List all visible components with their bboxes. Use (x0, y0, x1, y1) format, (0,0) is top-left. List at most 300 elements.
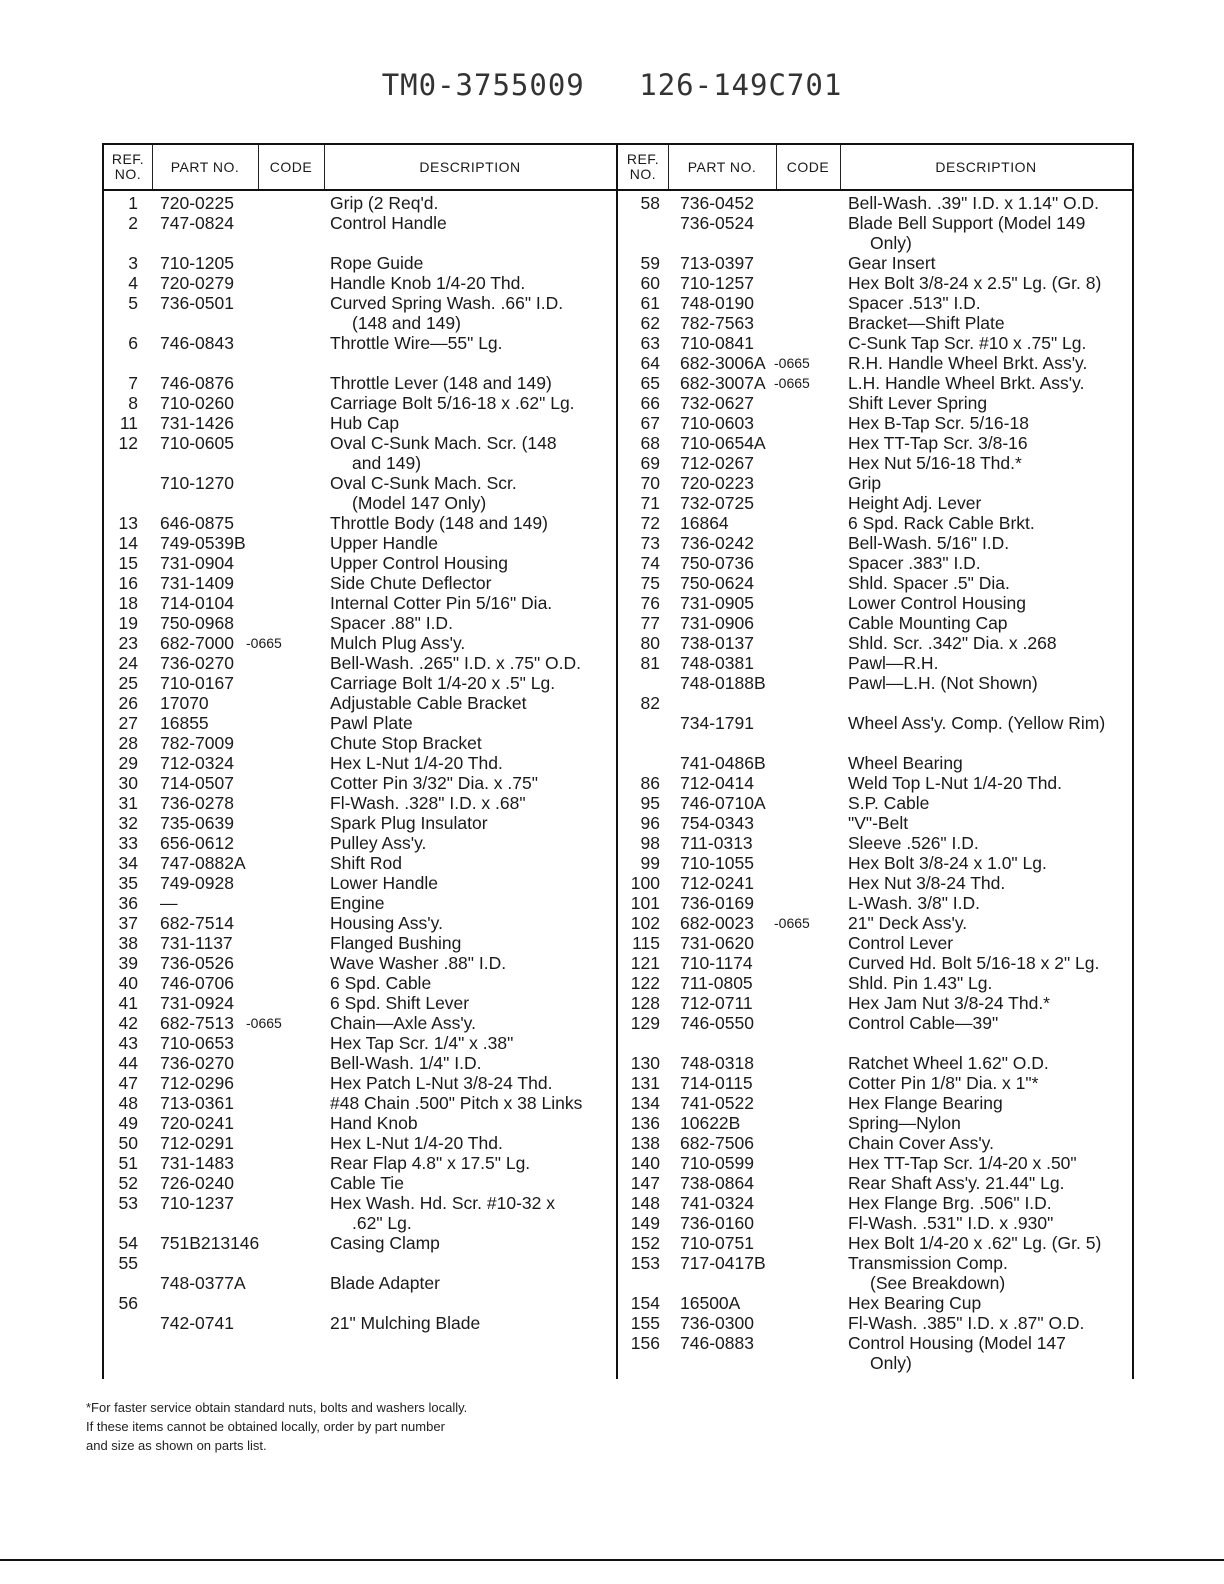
description: Hex L-Nut 1/4-20 Thd. (330, 753, 503, 773)
description: Blade Adapter (330, 1273, 440, 1293)
part-no: 736-0270 (160, 1053, 234, 1073)
table-row (618, 273, 1132, 293)
description: Control Housing (Model 147 (848, 1333, 1066, 1353)
table-row (618, 673, 1132, 693)
ref-no: 47 (118, 1073, 138, 1093)
table-row (104, 753, 616, 773)
part-no: 710-0599 (680, 1153, 754, 1173)
ref-no: 41 (118, 993, 138, 1013)
part-no: 16855 (160, 713, 209, 733)
part-no: 682-7506 (680, 1133, 754, 1153)
part-no: 736-0160 (680, 1213, 754, 1233)
table-row (104, 1273, 616, 1293)
part-no: 710-0751 (680, 1233, 754, 1253)
table-row (618, 213, 1132, 233)
part-no: 712-0414 (680, 773, 754, 793)
table-row (618, 193, 1132, 213)
part-no: 731-1409 (160, 573, 234, 593)
description: Control Handle (330, 213, 447, 233)
description: Hex Flange Brg. .506" I.D. (848, 1193, 1052, 1213)
ref-no: 53 (118, 1193, 138, 1213)
table-row (104, 973, 616, 993)
table-row (618, 593, 1132, 613)
table-row (618, 1333, 1132, 1353)
description: Shift Lever Spring (848, 393, 988, 413)
description: Spacer .383" I.D. (848, 553, 981, 573)
ref-no: 82 (640, 693, 660, 713)
table-row (104, 253, 616, 273)
part-no: 682-7513 (160, 1013, 234, 1033)
description: L-Wash. 3/8" I.D. (848, 893, 980, 913)
ref-no: 122 (630, 973, 660, 993)
description: (Model 147 Only) (352, 493, 487, 513)
table-row (104, 273, 616, 293)
table-row (104, 193, 616, 213)
ref-no: 15 (118, 553, 138, 573)
ref-no: 32 (118, 813, 138, 833)
code: -0665 (774, 915, 810, 931)
description: L.H. Handle Wheel Brkt. Ass'y. (848, 373, 1085, 393)
ref-no: 40 (118, 973, 138, 993)
part-no: 748-0377A (160, 1273, 246, 1293)
description: Internal Cotter Pin 5/16" Dia. (330, 593, 553, 613)
table-row (104, 913, 616, 933)
ref-no: 16 (118, 573, 138, 593)
table-row (104, 733, 616, 753)
ref-no: 56 (118, 1293, 138, 1313)
description: Bell-Wash. 1/4" I.D. (330, 1053, 482, 1073)
description: Cable Mounting Cap (848, 613, 1008, 633)
table-row (104, 493, 616, 513)
table-row (618, 513, 1132, 533)
part-no: 742-0741 (160, 1313, 234, 1333)
description: Hex Bolt 3/8-24 x 1.0" Lg. (848, 853, 1047, 873)
table-row (104, 1093, 616, 1113)
ref-no: 136 (630, 1113, 660, 1133)
footnote-line: and size as shown on parts list. (86, 1438, 267, 1453)
description: Lower Control Housing (848, 593, 1027, 613)
description: 6 Spd. Shift Lever (330, 993, 470, 1013)
description: Handle Knob 1/4-20 Thd. (330, 273, 526, 293)
description: 21" Mulching Blade (330, 1313, 481, 1333)
ref-no: 23 (118, 633, 138, 653)
part-no: 749-0539B (160, 533, 246, 553)
part-no: 732-0627 (680, 393, 754, 413)
part-no: 731-1137 (160, 933, 233, 953)
part-no: 712-0267 (680, 453, 754, 473)
part-no: 741-0522 (680, 1093, 754, 1113)
ref-no: 52 (118, 1173, 138, 1193)
description: Carriage Bolt 1/4-20 x .5" Lg. (330, 673, 556, 693)
table-row (618, 933, 1132, 953)
table-row (618, 433, 1132, 453)
description: Pawl—L.H. (Not Shown) (848, 673, 1038, 693)
description: Rope Guide (330, 253, 424, 273)
ref-no: 101 (630, 893, 660, 913)
table-row (618, 633, 1132, 653)
description: Lower Handle (330, 873, 438, 893)
description: Hex Patch L-Nut 3/8-24 Thd. (330, 1073, 553, 1093)
ref-no: 62 (640, 313, 660, 333)
part-no: 736-0526 (160, 953, 234, 973)
description: Only) (870, 233, 912, 253)
table-row (618, 873, 1132, 893)
col-code-left: CODE (269, 158, 313, 175)
ref-no: 66 (640, 393, 660, 413)
footnote (86, 1398, 467, 1455)
description: Bell-Wash. .39" I.D. x 1.14" O.D. (848, 193, 1100, 213)
table-row (104, 853, 616, 873)
part-no: 714-0104 (160, 593, 234, 613)
description: Casing Clamp (330, 1233, 440, 1253)
description: Shld. Pin 1.43" Lg. (848, 973, 993, 993)
model-number: 126-149C701 (639, 68, 843, 102)
table-row (618, 713, 1132, 733)
description: Engine (330, 893, 385, 913)
part-no: 749-0928 (160, 873, 234, 893)
description: Rear Shaft Ass'y. 21.44" Lg. (848, 1173, 1065, 1193)
ref-no: 11 (119, 413, 138, 433)
ref-no: 4 (128, 273, 138, 293)
ref-no: 44 (118, 1053, 138, 1073)
ref-no: 49 (118, 1113, 138, 1133)
footnote-line: *For faster service obtain standard nuts, bolts and washers locally. (86, 1400, 468, 1415)
ref-no: 128 (630, 993, 660, 1013)
footnote-line: If these items cannot be obtained locally, order by part number (86, 1419, 445, 1434)
description: Spark Plug Insulator (330, 813, 488, 833)
ref-no: 129 (630, 1013, 660, 1033)
description: Spring—Nylon (848, 1113, 961, 1133)
table-row (104, 553, 616, 573)
table-row (618, 253, 1132, 273)
table-row (104, 1213, 616, 1233)
part-no: 731-1483 (160, 1153, 234, 1173)
part-no: 736-0300 (680, 1313, 754, 1333)
table-row (104, 993, 616, 1013)
description: Chute Stop Bracket (330, 733, 482, 753)
table-row (104, 1253, 616, 1273)
part-no: 741-0486B (680, 753, 766, 773)
table-row (104, 1313, 616, 1333)
ref-no: 51 (118, 1153, 138, 1173)
table-row (104, 513, 616, 533)
ref-no: 24 (118, 653, 138, 673)
table-row (618, 1313, 1132, 1333)
ref-no: 76 (640, 593, 660, 613)
ref-no: 147 (630, 1173, 660, 1193)
description: Hex Nut 5/16-18 Thd.* (848, 453, 1022, 473)
description: Hex Tap Scr. 1/4" x .38" (330, 1033, 514, 1053)
description: Hex Bolt 1/4-20 x .62" Lg. (Gr. 5) (848, 1233, 1102, 1253)
ref-no: 12 (118, 433, 138, 453)
table-row (104, 693, 616, 713)
part-no: 712-0711 (680, 993, 753, 1013)
description: Shld. Scr. .342" Dia. x .268 (848, 633, 1057, 653)
part-no: 710-0653 (160, 1033, 234, 1053)
ref-no: 115 (632, 933, 660, 953)
part-no: 734-1791 (680, 713, 754, 733)
table-row (104, 1073, 616, 1093)
ref-no: 121 (630, 953, 660, 973)
description: Carriage Bolt 5/16-18 x .62" Lg. (330, 393, 575, 413)
ref-no: 77 (640, 613, 660, 633)
description: (See Breakdown) (870, 1273, 1006, 1293)
description: Pawl—R.H. (848, 653, 939, 673)
table-row (618, 1273, 1132, 1293)
table-row (618, 573, 1132, 593)
table-row (618, 1213, 1132, 1233)
code: -0665 (774, 375, 810, 391)
ref-no: 100 (630, 873, 660, 893)
ref-no: 74 (640, 553, 660, 573)
ref-no: 50 (118, 1133, 138, 1153)
ref-no: 37 (118, 913, 138, 933)
description: Oval C-Sunk Mach. Scr. (330, 473, 517, 493)
description: Height Adj. Lever (848, 493, 982, 513)
description: Hex Jam Nut 3/8-24 Thd.* (848, 993, 1050, 1013)
ref-no: 153 (630, 1253, 660, 1273)
table-row (104, 1113, 616, 1133)
table-row (104, 953, 616, 973)
code: -0665 (774, 355, 810, 371)
table-row (104, 893, 616, 913)
part-no: 682-7000 (160, 633, 234, 653)
part-no: 748-0381 (680, 653, 754, 673)
ref-no: 63 (640, 333, 660, 353)
part-no: 746-0706 (160, 973, 234, 993)
table-row (104, 673, 616, 693)
table-row (618, 373, 1132, 393)
description: Hex Nut 3/8-24 Thd. (848, 873, 1006, 893)
ref-no: 65 (640, 373, 660, 393)
table-row (618, 1293, 1132, 1313)
description: Adjustable Cable Bracket (330, 693, 527, 713)
ref-no: 75 (640, 573, 660, 593)
ref-no: 33 (118, 833, 138, 853)
ref-no: 155 (630, 1313, 660, 1333)
table-row (618, 1013, 1132, 1033)
part-no: 711-0313 (680, 833, 753, 853)
description: Mulch Plug Ass'y. (330, 633, 466, 653)
description: Hex TT-Tap Scr. 3/8-16 (848, 433, 1028, 453)
part-no: 712-0241 (680, 873, 754, 893)
table-row (618, 953, 1132, 973)
part-no: 682-3007A (680, 373, 766, 393)
description: Only) (870, 1353, 912, 1373)
part-no: 16864 (680, 513, 729, 533)
ref-no: 26 (118, 693, 138, 713)
ref-no: 130 (630, 1053, 660, 1073)
ref-no: 7 (128, 373, 138, 393)
part-no: 731-0904 (160, 553, 234, 573)
description: Cotter Pin 3/32" Dia. x .75" (330, 773, 538, 793)
table-row (104, 653, 616, 673)
description: Hex TT-Tap Scr. 1/4-20 x .50" (848, 1153, 1077, 1173)
col-ref-no-left: REF. NO. (111, 151, 145, 182)
part-no: 710-1174 (680, 953, 753, 973)
ref-no: 34 (118, 853, 138, 873)
part-no: 750-0736 (680, 553, 754, 573)
description: Oval C-Sunk Mach. Scr. (148 (330, 433, 557, 453)
table-row (618, 1073, 1132, 1093)
part-no: — (160, 893, 178, 913)
table-row (104, 453, 616, 473)
part-no: 710-0603 (680, 413, 754, 433)
part-no: 748-0318 (680, 1053, 754, 1073)
description: "V"-Belt (848, 813, 909, 833)
ref-no: 6 (128, 333, 138, 353)
part-no: 710-1055 (680, 853, 754, 873)
part-no: 746-0876 (160, 373, 234, 393)
ref-no: 156 (630, 1333, 660, 1353)
table-row (104, 1133, 616, 1153)
part-no: 682-0023 (680, 913, 754, 933)
description: Upper Handle (330, 533, 438, 553)
table-row (618, 753, 1132, 773)
part-no: 736-0270 (160, 653, 234, 673)
table-row (618, 473, 1132, 493)
part-no: 731-0906 (680, 613, 754, 633)
part-no: 746-0710A (680, 793, 766, 813)
col-description-right: DESCRIPTION (935, 158, 1037, 175)
table-row (104, 313, 616, 333)
description: Shld. Spacer .5" Dia. (848, 573, 1010, 593)
part-no: 736-0278 (160, 793, 234, 813)
code: -0665 (246, 635, 282, 651)
col-ref-no-right: REF. NO. (626, 151, 660, 182)
part-no: 748-0190 (680, 293, 754, 313)
ref-no: 28 (118, 733, 138, 753)
ref-no: 54 (118, 1233, 138, 1253)
ref-no: 30 (118, 773, 138, 793)
description: Bell-Wash. .265" I.D. x .75" O.D. (330, 653, 582, 673)
table-row (618, 1353, 1132, 1373)
table-row (618, 813, 1132, 833)
description: Wheel Bearing (848, 753, 963, 773)
part-no: 17070 (160, 693, 209, 713)
table-row (618, 913, 1132, 933)
table-row (618, 653, 1132, 673)
table-row (104, 1193, 616, 1213)
part-no: 736-0452 (680, 193, 754, 213)
table-row (618, 1153, 1132, 1173)
ref-no: 152 (630, 1233, 660, 1253)
ref-no: 13 (118, 513, 138, 533)
description: Chain—Axle Ass'y. (330, 1013, 476, 1033)
part-no: 735-0639 (160, 813, 234, 833)
part-no: 720-0241 (160, 1113, 234, 1133)
part-no: 736-0169 (680, 893, 754, 913)
ref-no: 72 (640, 513, 660, 533)
description: Hex L-Nut 1/4-20 Thd. (330, 1133, 503, 1153)
description: Fl-Wash. .385" I.D. x .87" O.D. (848, 1313, 1085, 1333)
part-no: 720-0223 (680, 473, 754, 493)
bottom-rule (0, 1559, 1224, 1561)
table-row (618, 973, 1132, 993)
part-no: 711-0805 (680, 973, 753, 993)
part-no: 713-0361 (160, 1093, 234, 1113)
ref-no: 48 (118, 1093, 138, 1113)
part-no: 713-0397 (680, 253, 754, 273)
ref-no: 68 (640, 433, 660, 453)
part-no: 726-0240 (160, 1173, 234, 1193)
ref-no: 27 (118, 713, 138, 733)
description: 6 Spd. Cable (330, 973, 432, 993)
ref-no: 43 (118, 1033, 138, 1053)
part-no: 747-0824 (160, 213, 234, 233)
description: Bracket—Shift Plate (848, 313, 1005, 333)
description: Chain Cover Ass'y. (848, 1133, 994, 1153)
ref-no: 3 (128, 253, 138, 273)
ref-no: 98 (640, 833, 660, 853)
table-row (104, 433, 616, 453)
table-row (104, 593, 616, 613)
part-no: 682-7514 (160, 913, 234, 933)
ref-no: 95 (640, 793, 660, 813)
description: #48 Chain .500" Pitch x 38 Links (330, 1093, 583, 1113)
table-row (618, 793, 1132, 813)
ref-no: 154 (630, 1293, 660, 1313)
table-row (618, 353, 1132, 373)
part-no: 731-0905 (680, 593, 754, 613)
ref-no: 149 (630, 1213, 660, 1233)
part-no: 710-0841 (680, 333, 754, 353)
col-description-left: DESCRIPTION (419, 158, 521, 175)
ref-no: 86 (640, 773, 660, 793)
ref-no: 35 (118, 873, 138, 893)
description: Pulley Ass'y. (330, 833, 427, 853)
description: Hex Bolt 3/8-24 x 2.5" Lg. (Gr. 8) (848, 273, 1102, 293)
description: Curved Hd. Bolt 5/16-18 x 2" Lg. (848, 953, 1100, 973)
ref-no: 31 (118, 793, 138, 813)
description: Side Chute Deflector (330, 573, 492, 593)
table-row (618, 893, 1132, 913)
part-no: 712-0296 (160, 1073, 234, 1093)
ref-no: 96 (640, 813, 660, 833)
table-row (104, 573, 616, 593)
description: Hex Flange Bearing (848, 1093, 1003, 1113)
table-row (104, 1053, 616, 1073)
part-no: 710-0260 (160, 393, 234, 413)
description: 6 Spd. Rack Cable Brkt. (848, 513, 1035, 533)
ref-no: 55 (118, 1253, 138, 1273)
ref-no: 19 (118, 613, 138, 633)
description: Grip (2 Req'd. (330, 193, 439, 213)
description: 21" Deck Ass'y. (848, 913, 968, 933)
table-row (618, 313, 1132, 333)
description: Throttle Lever (148 and 149) (330, 373, 552, 393)
table-row (104, 1233, 616, 1253)
ref-no: 148 (630, 1193, 660, 1213)
table-row (104, 393, 616, 413)
table-row (618, 773, 1132, 793)
ref-no: 59 (640, 253, 660, 273)
table-row (618, 293, 1132, 313)
description: Fl-Wash. .531" I.D. x .930" (848, 1213, 1054, 1233)
ref-no: 140 (630, 1153, 660, 1173)
table-row (104, 713, 616, 733)
description: Curved Spring Wash. .66" I.D. (330, 293, 564, 313)
description: Cable Tie (330, 1173, 404, 1193)
part-no: 736-0501 (160, 293, 234, 313)
ref-no: 38 (118, 933, 138, 953)
table-row (104, 1173, 616, 1193)
part-no: 717-0417B (680, 1253, 766, 1273)
table-row (104, 473, 616, 493)
table-row (618, 453, 1132, 473)
table-row (618, 1253, 1132, 1273)
table-row (104, 413, 616, 433)
